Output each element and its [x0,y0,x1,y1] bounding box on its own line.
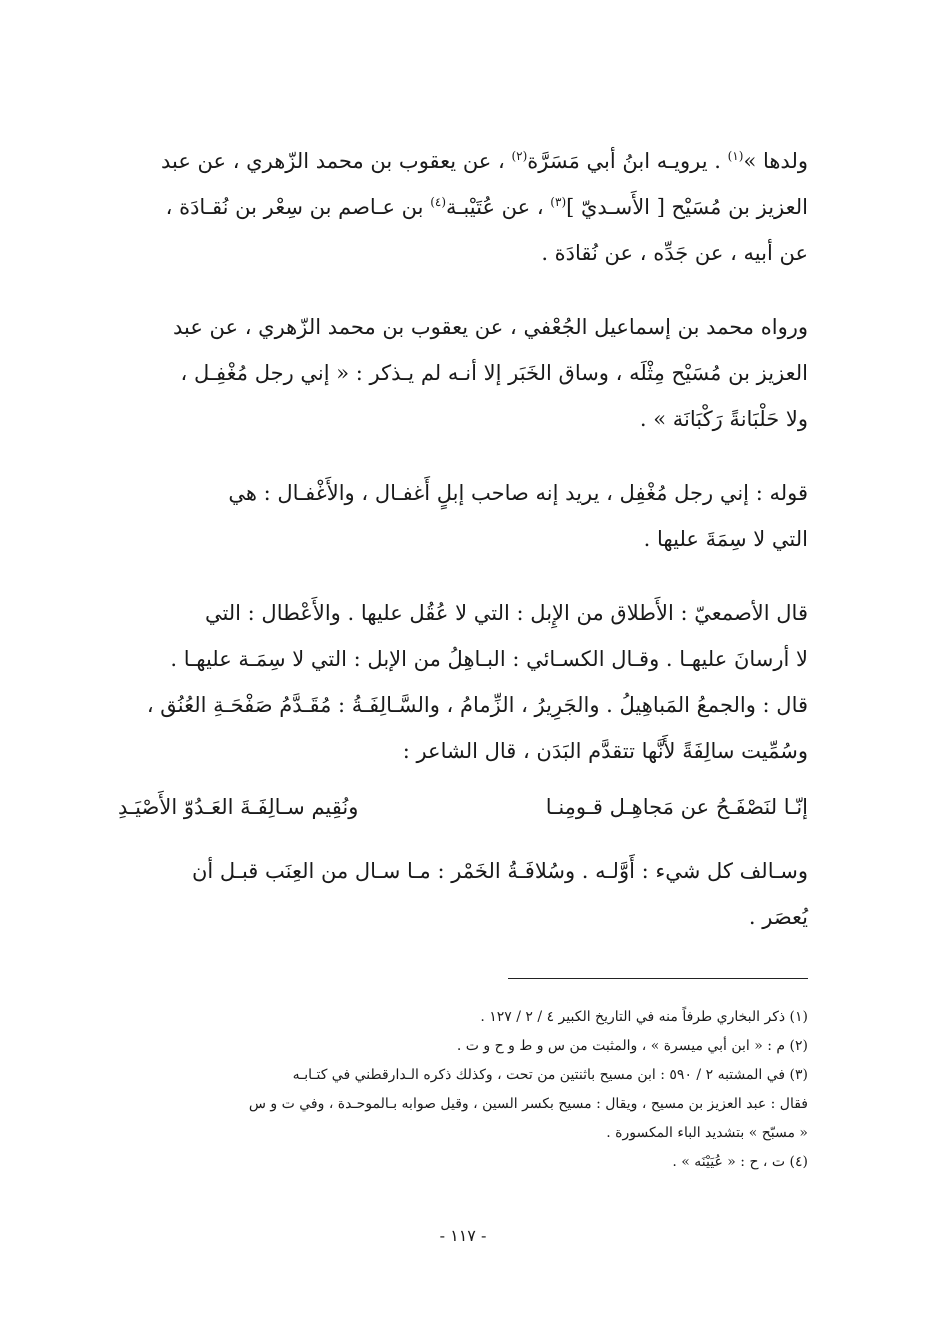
text-line: ولدها »$^{(١)}$ . يرويـه ابنُ أبي مَسَرَّة$^{(٢)}$ ، عن يعقوب بن محمد الزّهري ، عن عبد [160,149,808,173]
paragraph-5 [118,848,808,940]
paragraph-2 [118,304,808,442]
paragraph-1 [118,138,808,276]
text-line: يُعصَر . [748,905,808,929]
paragraph-4 [118,590,808,774]
text-line: عن أبيه ، عن جَدِّه ، عن نُقادَة . [541,241,808,265]
page-number: - ١١٧ - [439,1226,487,1245]
text-line: التي لا سِمَةَ عليها . [643,527,808,551]
footnote-marker[interactable]: (٣) [550,195,567,209]
text-line: قال : والجمعُ المَباهِيلُ . والجَرِيرُ ، الزِّمامُ ، والسَّـالِفَـةُ : مُقَـدَّمُ صَفْحَـةِ العُنُق ، [146,693,808,717]
footnote-marker[interactable]: (٤) [430,195,447,209]
text-line: ورواه محمد بن إسماعيل الجُعْفي ، عن يعقوب بن محمد الزّهري ، عن عبد [172,315,808,339]
text-line: قوله : إني رجل مُغْفِل ، يريد إنه صاحب إبلٍ أَغفـال ، والأَغْفـال : هي [228,481,808,505]
footnote-3-continued: « مسبّح » بتشديد الباء المكسورة . [606,1125,808,1141]
paragraph-3 [118,470,808,562]
poetry-verse [118,784,808,830]
footnote-2: (٢) م : « ابن أبي ميسرة » ، والمثبت من س و ط و ح و ت . [456,1038,808,1054]
footnotes [118,1003,808,1177]
text-line: وسُمِّيت سالِفَةً لأَنَّها تتقدَّم البَدَن ، قال الشاعر : [402,739,808,763]
footnote-1: (١) ذكر البخاري طرفاً منه في التاريخ الكبير ٤ / ٢ / ١٢٧ . [480,1009,808,1025]
text-line: العزيز بن مُسَيْح [ الأَسـديّ ]$^{(٣)}$ ، عن عُتَيْبـة$^{(٤)}$ بن عـاصم بن سِعْر بن نُقـادَة ، [165,195,808,219]
verse-first-hemistich: إنّـا لنَصْفَـحُ عن مَجاهِـل قـومِنـا [545,795,808,819]
footnote-divider [508,978,808,979]
main-text [118,138,808,968]
verse-second-hemistich: ونُقِيم سـالِفَـةَ العَـدُوّ الأَصْيَـدِ [118,795,359,819]
text-line: ولا حَلْبَانةً رَكْبَانَة » . [639,407,808,431]
text-line: وسـالف كل شيء : أَوَّلـه . وسُلافَـةُ الخَمْر : مـا سـال من العِنَب قبـل أن [191,859,808,883]
text-line: قال الأصمعيّ : الأَطلاق من الإِبل : التي لا عُقُل عليها . والأَعْطال : التي [204,601,808,625]
text-line: لا أرسانَ عليهـا . وقـال الكسـائي : البـاهِلُ من الإبل : التي لا سِمَـة عليهـا . [170,647,808,671]
footnote-3: (٣) في المشتبه ٢ / ٥٩٠ : ابن مسيح باثنتين من تحت ، وكذلك ذكره الـدارقطني في كتـابـه [292,1067,808,1083]
text-line: العزيز بن مُسَيْح مِثْلَه ، وساق الخَبَر إلا أنـه لم يـذكر : « إني رجل مُغْفِـل ، [180,361,808,385]
footnote-3-continued: فقال : عبد العزيز بن مسيح ، ويقال : مسيح بكسر السين ، وقيل صوابه بـالموحـدة ، وفي ت و س [248,1096,808,1112]
footnote-marker[interactable]: (٢) [511,149,528,163]
footnote-4: (٤) ت ، ح : « عُيَيْنَه » . [672,1154,808,1170]
footnote-marker[interactable]: (١) [727,149,744,163]
